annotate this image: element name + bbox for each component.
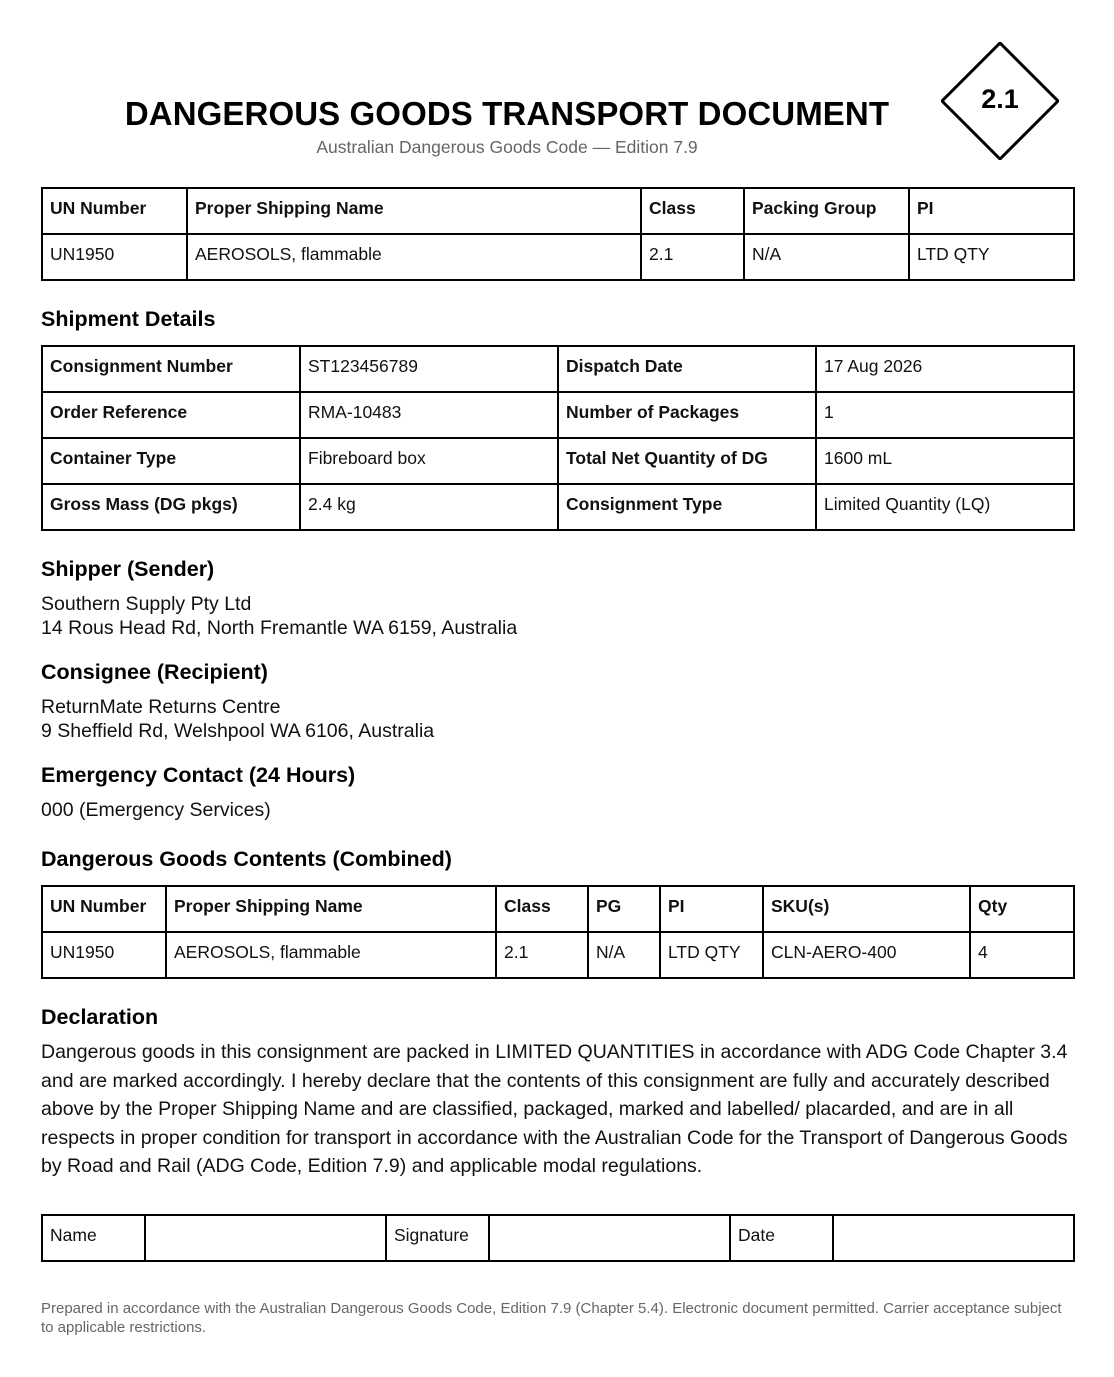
document-subtitle: Australian Dangerous Goods Code — Edition 7.9 xyxy=(316,137,698,157)
table-header-cell: UN Number xyxy=(42,188,187,234)
declaration-text: Dangerous goods in this consignment are packed in LIMITED QUANTITIES in accordance with ADG Code Chapter 3.4 and are marked accordingly. I hereby declare that the contents of this consignment are fully and accurately described above by the Proper Shipping Name and are classified, packaged, marked and labelled/ placarded, and are in all respects in proper condition for transport in accordance with the Australian Code for the Transport of Dangerous Goods by Road and Rail (ADG Code, Edition 7.9) and applicable modal regulations. xyxy=(41,1041,1068,1177)
table-cell: 2.1 xyxy=(641,234,744,280)
table-row xyxy=(42,484,1074,530)
section-heading: Shipment Details xyxy=(41,307,216,331)
summary-table xyxy=(41,187,1075,281)
field-label: Gross Mass (DG pkgs) xyxy=(42,484,300,530)
table-header-row xyxy=(42,188,1074,234)
table-header-row xyxy=(42,886,1074,932)
shipper-name: Southern Supply Pty Ltd xyxy=(41,593,252,615)
table-row xyxy=(42,438,1074,484)
field-label: Consignment Number xyxy=(42,346,300,392)
table-header-cell: PG xyxy=(588,886,660,932)
placard-class-number: 2.1 xyxy=(981,84,1019,114)
table-header-cell: UN Number xyxy=(42,886,166,932)
shipper-section xyxy=(41,557,1073,640)
date-label: Date xyxy=(730,1215,833,1261)
field-value: 17 Aug 2026 xyxy=(816,346,1074,392)
table-row xyxy=(42,932,1074,978)
section-heading: Dangerous Goods Contents (Combined) xyxy=(41,847,452,871)
section-heading: Shipper (Sender) xyxy=(41,557,215,581)
consignee-section xyxy=(41,660,1073,743)
field-label: Total Net Quantity of DG xyxy=(558,438,816,484)
document-header xyxy=(41,0,1073,187)
name-label: Name xyxy=(42,1215,145,1261)
field-label: Consignment Type xyxy=(558,484,816,530)
dg-contents-section xyxy=(41,847,1073,979)
emergency-contact xyxy=(41,798,1073,822)
field-value: 1600 mL xyxy=(816,438,1074,484)
signature-label: Signature xyxy=(386,1215,489,1261)
shipper-street: 14 Rous Head Rd, North Fremantle WA 6159, Australia xyxy=(41,617,518,639)
field-value: RMA-10483 xyxy=(300,392,558,438)
emergency-number: 000 (Emergency Services) xyxy=(41,799,271,821)
table-header-cell: PI xyxy=(909,188,1074,234)
emergency-contact-section xyxy=(41,763,1073,822)
table-cell: AEROSOLS, flammable xyxy=(166,932,496,978)
section-heading: Declaration xyxy=(41,1005,159,1029)
table-cell: CLN-AERO-400 xyxy=(763,932,970,978)
field-label: Dispatch Date xyxy=(558,346,816,392)
table-header-cell: Qty xyxy=(970,886,1074,932)
diamond-placard-icon xyxy=(941,42,1059,160)
field-value: 2.4 kg xyxy=(300,484,558,530)
table-cell: N/A xyxy=(588,932,660,978)
field-label: Order Reference xyxy=(42,392,300,438)
field-value: 1 xyxy=(816,392,1074,438)
signoff-section xyxy=(41,1214,1073,1262)
section-heading: Consignee (Recipient) xyxy=(41,660,268,684)
table-cell: 2.1 xyxy=(496,932,588,978)
dg-contents-table xyxy=(41,885,1075,979)
signoff-table xyxy=(41,1214,1075,1262)
field-value: Fibreboard box xyxy=(300,438,558,484)
table-cell: LTD QTY xyxy=(909,234,1074,280)
shipment-details-section xyxy=(41,307,1073,531)
date-field[interactable] xyxy=(833,1215,1074,1261)
consignee-street: 9 Sheffield Rd, Welshpool WA 6106, Australia xyxy=(41,720,435,742)
field-value: Limited Quantity (LQ) xyxy=(816,484,1074,530)
table-header-cell: Class xyxy=(641,188,744,234)
table-cell: 4 xyxy=(970,932,1074,978)
table-header-cell: Packing Group xyxy=(744,188,909,234)
table-cell: N/A xyxy=(744,234,909,280)
table-row xyxy=(42,1215,1074,1261)
consignee-address xyxy=(41,695,1073,743)
consignee-name: ReturnMate Returns Centre xyxy=(41,696,281,718)
table-cell: UN1950 xyxy=(42,932,166,978)
document-title: DANGEROUS GOODS TRANSPORT DOCUMENT xyxy=(124,95,890,132)
declaration-section xyxy=(41,1005,1073,1181)
field-label: Container Type xyxy=(42,438,300,484)
section-heading: Emergency Contact (24 Hours) xyxy=(41,763,356,787)
hazard-class-placard xyxy=(941,42,1059,160)
table-header-cell: Class xyxy=(496,886,588,932)
table-cell: AEROSOLS, flammable xyxy=(187,234,641,280)
field-value: ST123456789 xyxy=(300,346,558,392)
document-page xyxy=(41,0,1073,1336)
table-row xyxy=(42,346,1074,392)
document-footer: Prepared in accordance with the Australian Dangerous Goods Code, Edition 7.9 (Chapter 5.4). Electronic document permitted. Carrier acceptance subject to applicable restrictions. xyxy=(41,1300,1062,1336)
shipper-address xyxy=(41,592,1073,640)
table-header-cell: Proper Shipping Name xyxy=(187,188,641,234)
table-header-cell: PI xyxy=(660,886,763,932)
table-row xyxy=(42,234,1074,280)
shipment-details-table xyxy=(41,345,1075,531)
table-cell: LTD QTY xyxy=(660,932,763,978)
field-label: Number of Packages xyxy=(558,392,816,438)
signature-field[interactable] xyxy=(489,1215,730,1261)
summary-section xyxy=(41,187,1073,281)
table-cell: UN1950 xyxy=(42,234,187,280)
name-field[interactable] xyxy=(145,1215,386,1261)
table-row xyxy=(42,392,1074,438)
table-header-cell: Proper Shipping Name xyxy=(166,886,496,932)
table-header-cell: SKU(s) xyxy=(763,886,970,932)
